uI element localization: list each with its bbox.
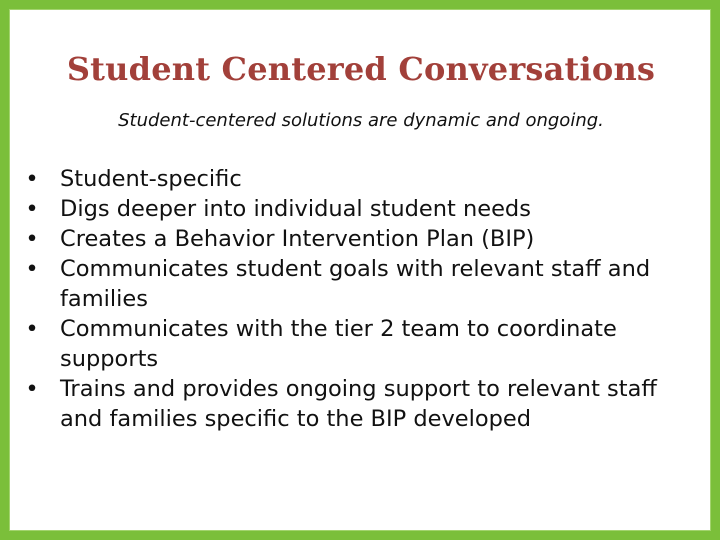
bullet-list xyxy=(10,164,712,434)
slide xyxy=(9,9,711,531)
bullet-text: Digs deeper into individual student needs xyxy=(60,196,531,222)
bullet-item xyxy=(10,254,712,314)
slide-title: Student Centered Conversations xyxy=(66,50,656,88)
bullet-icon: • xyxy=(25,256,39,282)
bullet-icon: • xyxy=(25,166,39,192)
bullet-icon: • xyxy=(25,316,39,342)
bullet-item xyxy=(10,164,712,194)
bullet-text: Creates a Behavior Intervention Plan (BIP) xyxy=(60,226,535,252)
slide-subtitle: Student-centered solutions are dynamic and ongoing. xyxy=(118,110,604,131)
bullet-item xyxy=(10,314,712,374)
bullet-item xyxy=(10,374,712,434)
bullet-item xyxy=(10,194,712,224)
bullet-text: Student-specific xyxy=(60,166,242,192)
bullet-icon: • xyxy=(25,196,39,222)
bullet-text: Communicates with the tier 2 team to coordinate supports xyxy=(60,316,617,372)
bullet-item xyxy=(10,224,712,254)
bullet-text: Trains and provides ongoing support to relevant staff and families specific to the BIP developed xyxy=(60,376,657,432)
bullet-icon: • xyxy=(25,376,39,402)
bullet-text: Communicates student goals with relevant staff and families xyxy=(60,256,651,312)
bullet-icon: • xyxy=(25,226,39,252)
